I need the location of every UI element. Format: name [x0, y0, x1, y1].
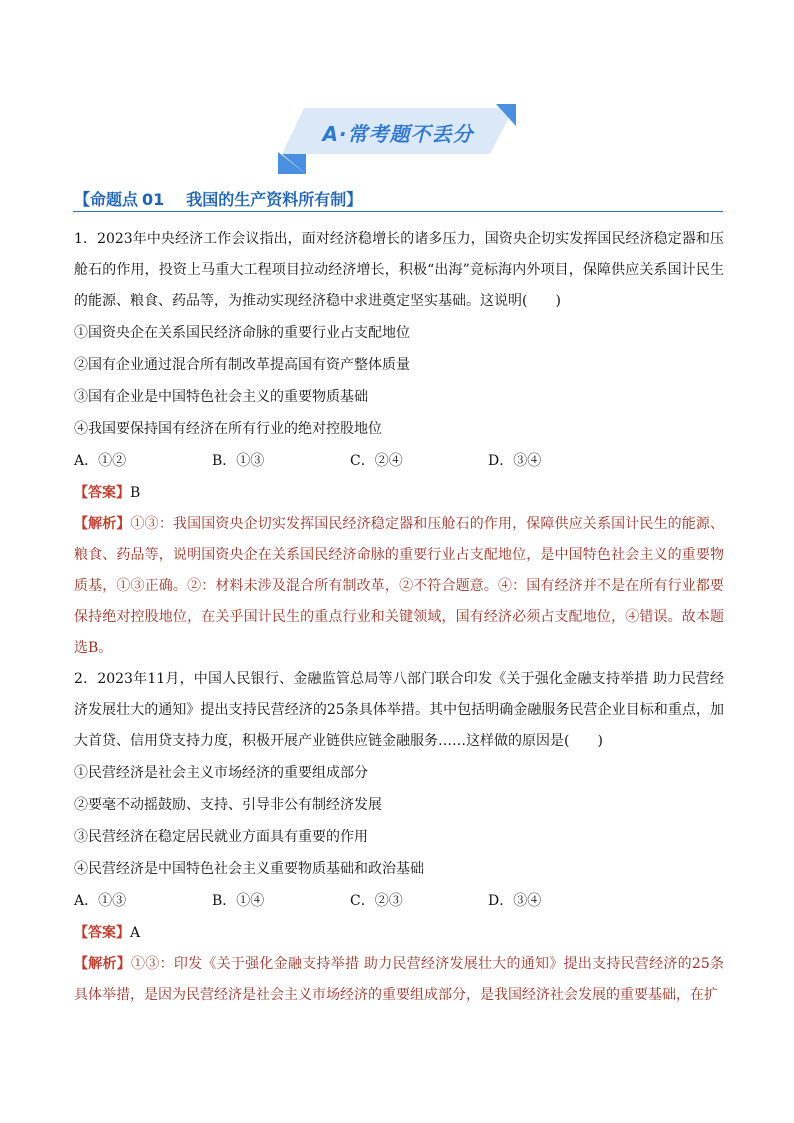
analysis-label: 【解析】	[74, 516, 131, 532]
choice-a: A．①③	[74, 893, 127, 909]
question-stem: 2．2023年11月，中国人民银行、金融监管总局等八部门联合印发《关于强化金融支持举措 助力民营经济发展壮大的通知》提出支持民营经济的25条具体举措。其中包括明确金融服务民营企业目标和重点，加大首贷、信用贷支持力度，积极开展产业链供应链金融服务……这样做的原因是( )	[74, 671, 724, 749]
statement-option: ②国有企业通过混合所有制改革提高国有资产整体质量	[74, 357, 410, 373]
analysis-text: ①③：我国国资央企切实发挥国民经济稳定器和压舱石的作用，保障供应关系国计民生的能源、粮食、药品等，说明国资央企在关系国民经济命脉的重要行业占支配地位，是中国特色社会主义的重要物质基，①③正确。②：材料未涉及混合所有制改革，②不符合题意。④：国有经济并不是在所有行业都要保持绝对控股地位，在关乎国计民生的重点行业和关键领域，国有经济必须占支配地位，④错误。故本题选B。	[74, 516, 725, 656]
question-2	[74, 664, 724, 1011]
choice-d: D．③④	[488, 453, 542, 469]
analysis-text: ①③：印发《关于强化金融支持举措 助力民营经济发展壮大的通知》提出支持民营经济的25条具体举措，是因为民营经济是社会主义市场经济的重要组成部分，是我国经济社会发展的重要基础，在扩	[74, 956, 725, 1003]
answer-label: 【答案】	[74, 485, 130, 501]
answer-line	[74, 917, 724, 949]
statement-option: ①民营经济是社会主义市场经济的重要组成部分	[74, 765, 368, 781]
choice-b: B．①③	[212, 453, 265, 469]
question-list	[74, 224, 724, 1011]
statement-option: ④民营经济是中国特色社会主义重要物质基础和政治基础	[74, 861, 424, 877]
section-heading-prefix: 【命题点	[74, 190, 139, 209]
answer-choices	[74, 445, 724, 477]
analysis-block	[74, 949, 724, 1011]
question-stem: 1．2023年中央经济工作会议指出，面对经济稳增长的诸多压力，国资央企切实发挥国民经济稳定器和压舱石的作用，投资上马重大工程项目拉动经济增长，积极“出海”竞标海内外项目，保障供应关系国计民生的能源、粮食、药品等，为推动实现经济稳中求进奠定坚实基础。这说明( )	[74, 231, 724, 309]
analysis-block	[74, 509, 724, 664]
statement-option: ①国资央企在关系国民经济命脉的重要行业占支配地位	[74, 325, 410, 341]
section-banner	[278, 104, 516, 174]
analysis-label: 【解析】	[74, 956, 132, 972]
answer-choices	[74, 885, 724, 917]
statement-option: ③国有企业是中国特色社会主义的重要物质基础	[74, 389, 368, 405]
choice-c: C．②④	[350, 453, 403, 469]
statement-option: ④我国要保持国有经济在所有行业的绝对控股地位	[74, 421, 382, 437]
statement-option: ③民营经济在稳定居民就业方面具有重要的作用	[74, 829, 368, 845]
answer-label: 【答案】	[74, 925, 130, 941]
choice-b: B．①④	[212, 893, 265, 909]
section-heading-number: 01	[142, 190, 165, 209]
section-heading	[74, 188, 362, 212]
choice-c: C．②③	[350, 893, 403, 909]
question-1	[74, 224, 724, 664]
section-divider	[73, 211, 723, 212]
choice-a: A．①②	[74, 453, 127, 469]
answer-value: B	[130, 485, 141, 501]
choice-d: D．③④	[488, 893, 542, 909]
answer-value: A	[130, 925, 141, 941]
statement-option: ②要毫不动摇鼓励、支持、引导非公有制经济发展	[74, 797, 382, 813]
banner-title: A·常考题不丢分	[322, 122, 474, 146]
section-heading-title: 我国的生产资料所有制】	[186, 190, 363, 209]
answer-line	[74, 477, 724, 509]
